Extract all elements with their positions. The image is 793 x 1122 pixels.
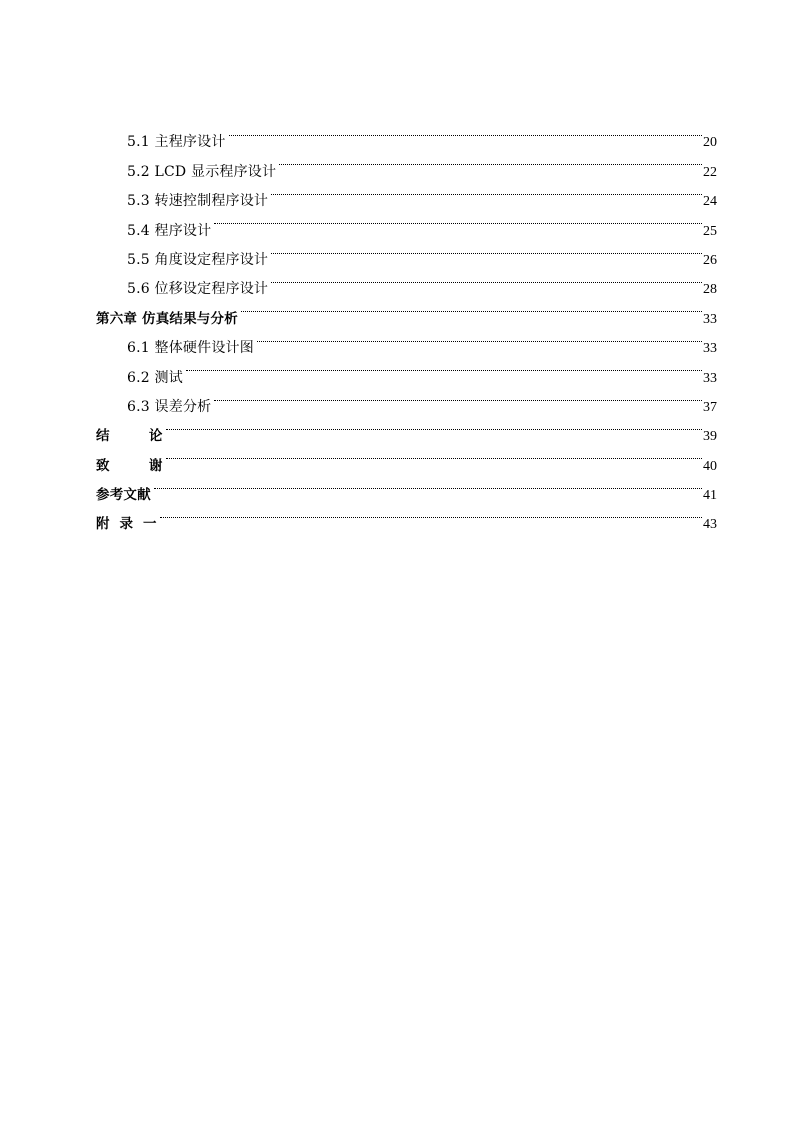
- toc-entry-label: 5.6 位移设定程序设计: [127, 281, 269, 298]
- toc-entry-label: 第六章 仿真结果与分析: [96, 310, 238, 327]
- toc-entry-label: 6.1 整体硬件设计图: [127, 340, 254, 357]
- toc-leader-dots: [241, 293, 702, 322]
- toc-entry-label: 附 录 一: [96, 516, 157, 533]
- toc-entry-page: 28: [703, 282, 717, 298]
- toc-entry-6-3[interactable]: [96, 382, 717, 415]
- toc-entry-label: 5.5 角度设定程序设计: [127, 251, 269, 268]
- toc-entry-label: 6.3 误差分析: [127, 398, 212, 415]
- toc-leader-dots: [166, 411, 702, 440]
- toc-entry-label: 参考文献: [96, 487, 151, 504]
- toc-entry-page: 20: [703, 135, 717, 151]
- toc-leader-dots: [271, 264, 702, 293]
- toc-entry-page: 33: [703, 370, 717, 386]
- toc-entry-label: 5.2 LCD 显示程序设计: [127, 163, 277, 180]
- toc-leader-dots: [271, 235, 702, 264]
- toc-entry-page: 26: [703, 252, 717, 268]
- toc-entry-page: 39: [703, 429, 717, 445]
- toc-leader-dots: [186, 352, 702, 381]
- toc-entry-5-1[interactable]: [96, 117, 717, 151]
- toc-entry-label: 6.2 测试: [127, 369, 183, 386]
- toc-entry-label: 5.4 程序设计: [127, 222, 212, 239]
- toc-entry-page: 40: [703, 458, 717, 474]
- toc-entry-page: 37: [703, 399, 717, 415]
- table-of-contents: [96, 117, 717, 533]
- toc-entry-appendix-1[interactable]: [96, 499, 717, 533]
- toc-entry-label: 结 论: [96, 428, 163, 445]
- toc-entry-page: 33: [703, 341, 717, 357]
- toc-entry-page: 22: [703, 164, 717, 180]
- toc-entry-page: 25: [703, 223, 717, 239]
- toc-entry-page: 43: [703, 517, 717, 533]
- toc-entry-references[interactable]: [96, 470, 717, 504]
- toc-entry-conclusion[interactable]: [96, 411, 717, 445]
- toc-leader-dots: [214, 382, 702, 411]
- toc-entry-label: 5.1 主程序设计: [127, 134, 226, 151]
- toc-leader-dots: [214, 205, 702, 234]
- toc-leader-dots: [271, 176, 702, 205]
- toc-leader-dots: [160, 499, 702, 528]
- toc-entry-label: 5.3 转速控制程序设计: [127, 193, 269, 210]
- toc-leader-dots: [279, 146, 702, 175]
- toc-leader-dots: [229, 117, 702, 146]
- toc-entry-page: 41: [703, 488, 717, 504]
- toc-leader-dots: [154, 470, 702, 499]
- toc-entry-acknowledgements[interactable]: [96, 440, 717, 474]
- toc-entry-6-2[interactable]: [96, 352, 717, 386]
- toc-leader-dots: [257, 323, 702, 352]
- toc-entry-page: 24: [703, 194, 717, 210]
- toc-entry-page: 33: [703, 311, 717, 327]
- toc-leader-dots: [166, 440, 702, 469]
- toc-entry-label: 致 谢: [96, 457, 163, 474]
